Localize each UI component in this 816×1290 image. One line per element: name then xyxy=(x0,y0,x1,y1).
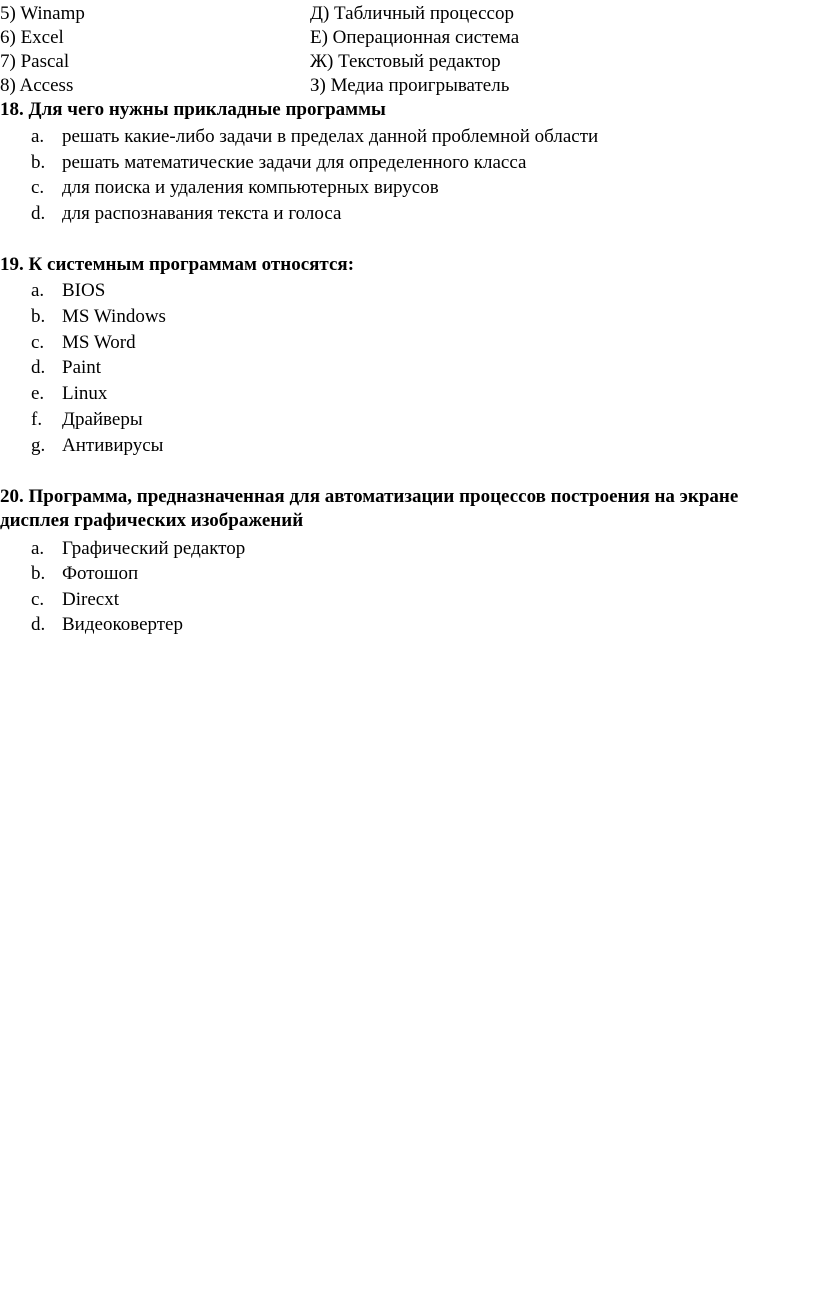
question-18-title: 18. Для чего нужны прикладные программы xyxy=(0,99,386,120)
q20-option xyxy=(0,612,800,637)
option-text: решать математические задачи для определенного класса xyxy=(62,152,527,173)
option-letter: c. xyxy=(31,177,45,198)
option-text: MS Word xyxy=(62,332,136,353)
matching-left: 5) Winamp xyxy=(0,3,85,24)
q18-option xyxy=(0,124,800,149)
option-text: Видеоковертер xyxy=(62,614,183,635)
q19-option xyxy=(0,381,800,406)
option-letter: e. xyxy=(31,383,45,404)
option-text: Фотошоп xyxy=(62,563,139,584)
q18-option xyxy=(0,150,800,175)
matching-right: Е) Операционная система xyxy=(310,27,520,48)
matching-right: Ж) Текстовый редактор xyxy=(310,51,501,72)
option-text: Linux xyxy=(62,383,108,404)
matching-row xyxy=(0,2,816,26)
q18-option xyxy=(0,201,800,226)
q19-option xyxy=(0,304,800,329)
option-letter: b. xyxy=(31,563,46,584)
matching-left: 7) Pascal xyxy=(0,51,70,72)
q19-option xyxy=(0,407,800,432)
question-19-title: 19. К системным программам относятся: xyxy=(0,254,355,275)
matching-row xyxy=(0,50,816,74)
option-letter: f. xyxy=(31,409,43,430)
matching-right: З) Медиа проигрыватель xyxy=(310,75,510,96)
option-letter: b. xyxy=(31,152,46,173)
option-text: для поиска и удаления компьютерных вирусов xyxy=(62,177,439,198)
option-text: MS Windows xyxy=(62,306,166,327)
option-text: Paint xyxy=(62,357,102,378)
option-text: для распознавания текста и голоса xyxy=(62,203,342,224)
option-letter: b. xyxy=(31,306,46,327)
question-20-title: 20. Программа, предназначенная для автоматизации процессов построения на экране дисплея графических изображений xyxy=(0,486,739,531)
option-text: Драйверы xyxy=(62,409,143,430)
option-text: Графический редактор xyxy=(62,538,246,559)
option-letter: a. xyxy=(31,126,45,147)
option-letter: d. xyxy=(31,614,46,635)
option-letter: c. xyxy=(31,589,45,610)
q20-option xyxy=(0,536,800,561)
option-text: решать какие-либо задачи в пределах данной проблемной области xyxy=(62,126,599,147)
option-letter: g. xyxy=(31,435,46,456)
q19-option xyxy=(0,330,800,355)
option-letter: d. xyxy=(31,203,46,224)
matching-row xyxy=(0,74,816,98)
matching-left: 8) Access xyxy=(0,75,74,96)
matching-left: 6) Excel xyxy=(0,27,64,48)
option-letter: a. xyxy=(31,280,45,301)
q20-option xyxy=(0,587,800,612)
q20-option xyxy=(0,561,800,586)
matching-row xyxy=(0,26,816,50)
q18-option xyxy=(0,175,800,200)
option-letter: d. xyxy=(31,357,46,378)
option-letter: c. xyxy=(31,332,45,353)
option-text: Антивирусы xyxy=(62,435,164,456)
option-letter: a. xyxy=(31,538,45,559)
q19-option xyxy=(0,355,800,380)
option-text: Direcxt xyxy=(62,589,119,610)
matching-right: Д) Табличный процессор xyxy=(310,3,514,24)
q19-option xyxy=(0,433,800,458)
q19-option xyxy=(0,278,800,303)
option-text: BIOS xyxy=(62,280,106,301)
